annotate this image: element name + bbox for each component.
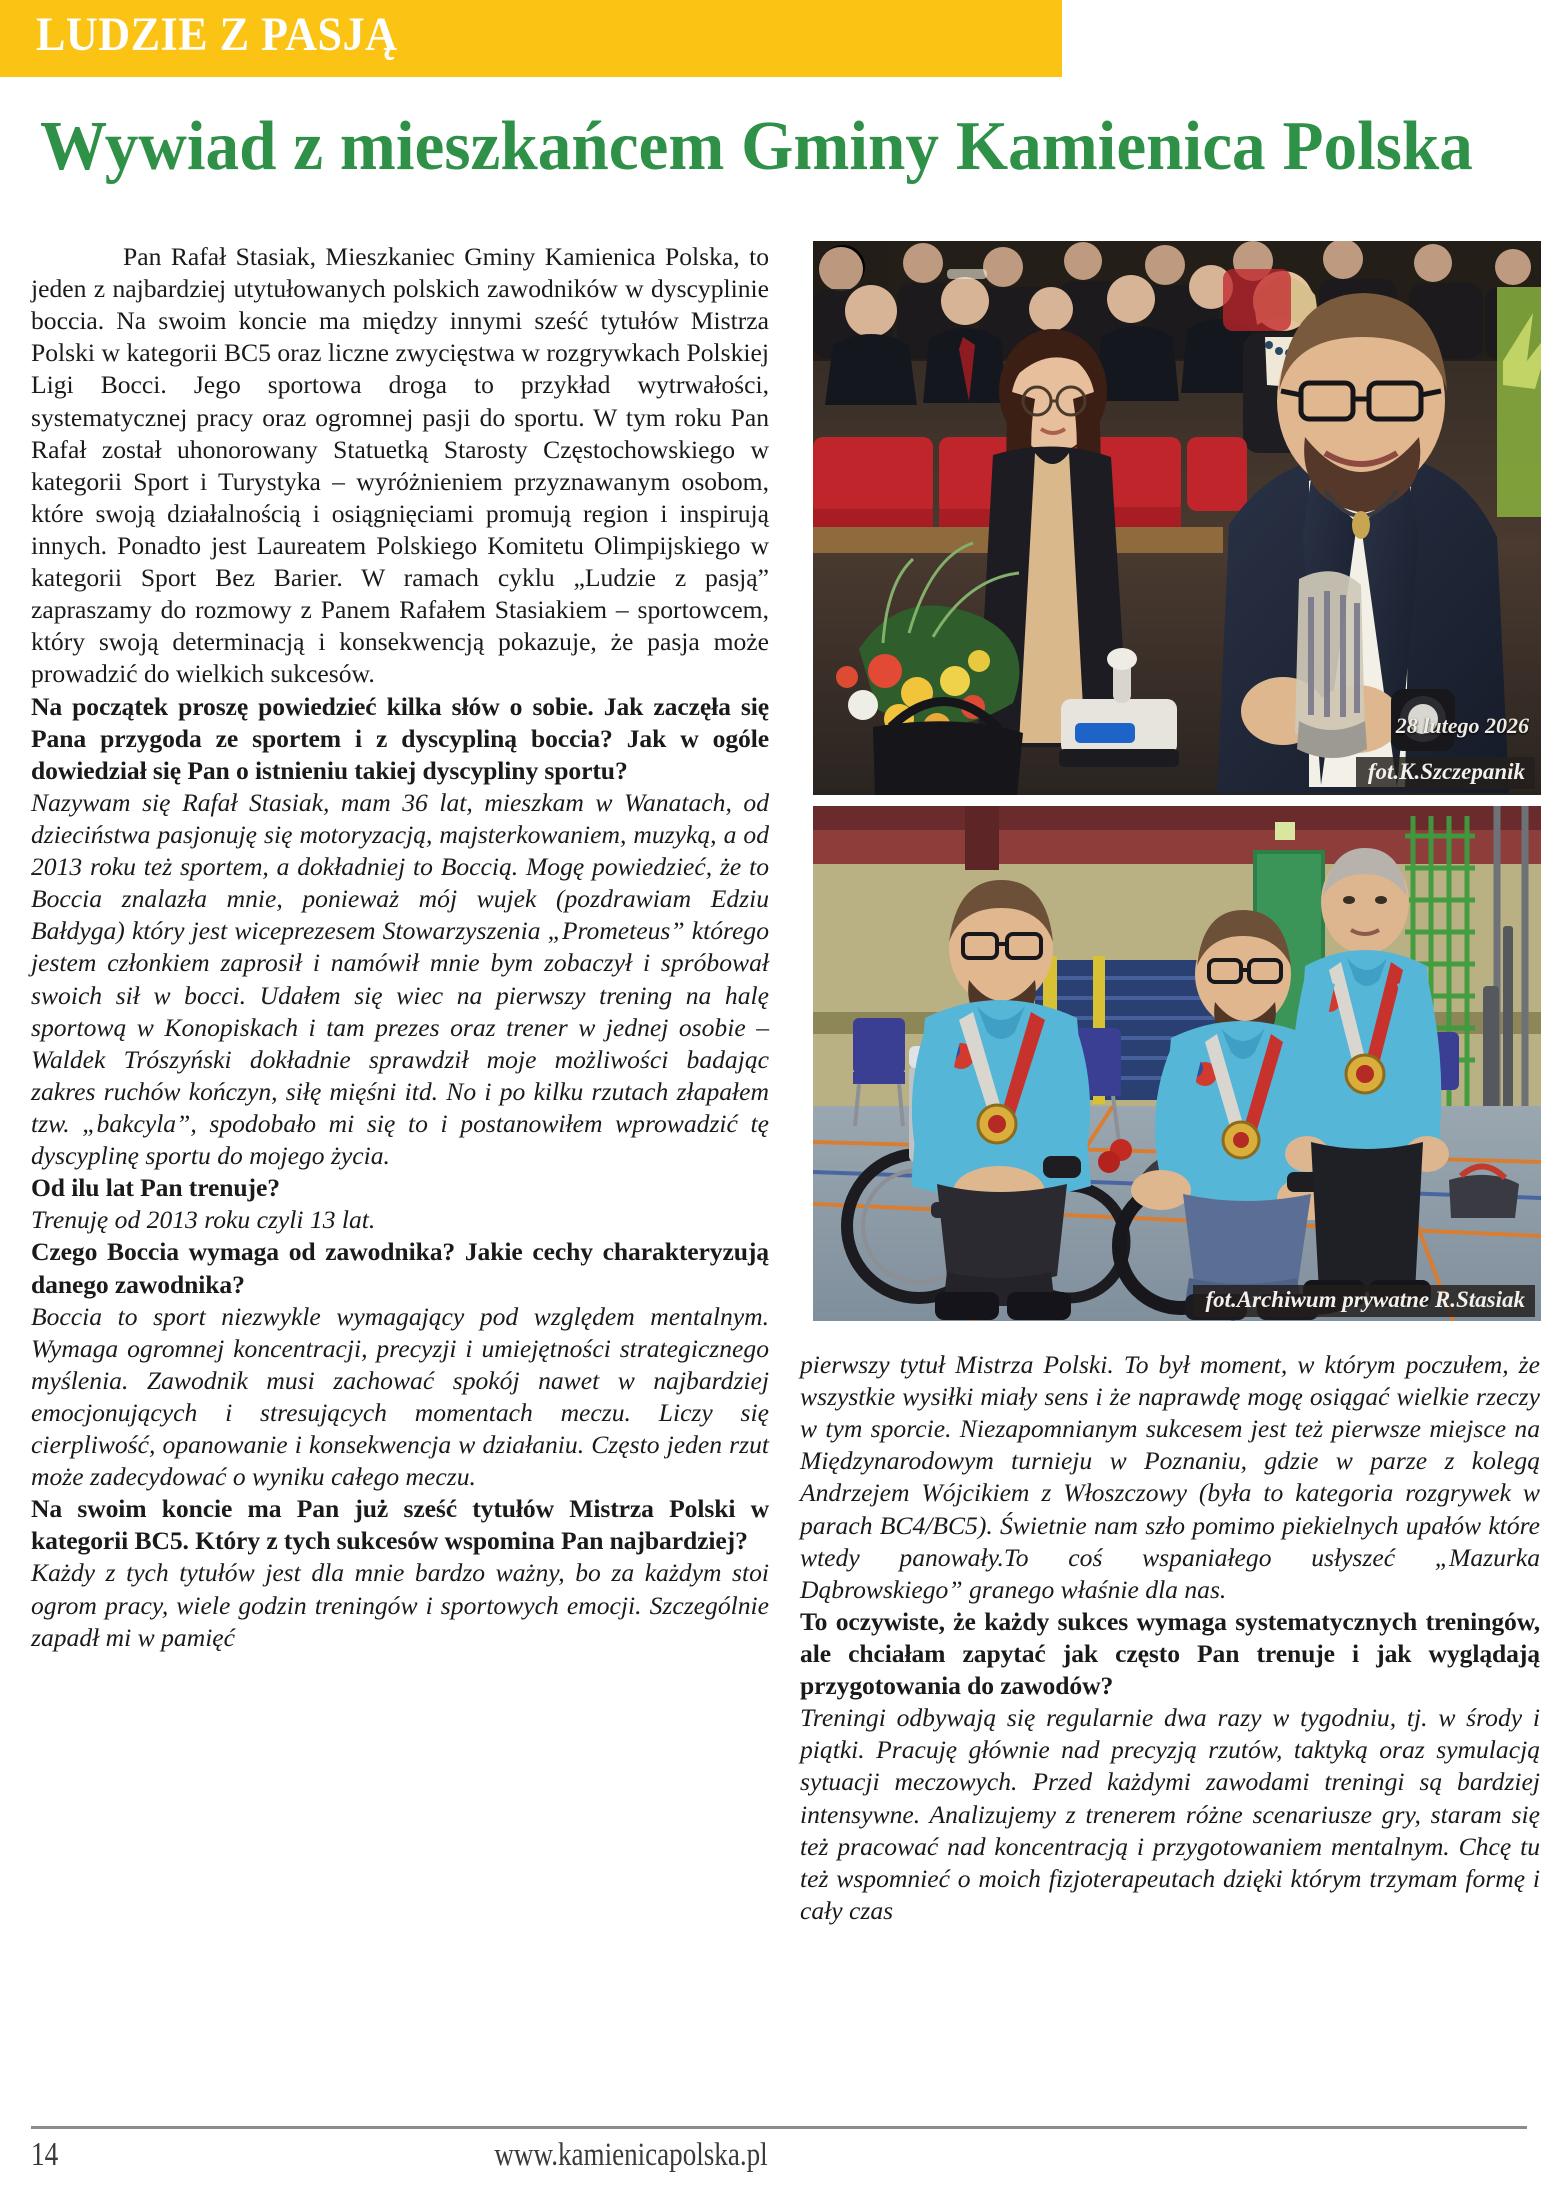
answer-4: Każdy z tych tytułów jest dla mnie bardzo ważny, bo za każdym stoi ogrom pracy, wiele godzin treningów i sportowych emocji. Szczególnie zapadł mi w pamięć	[31, 1558, 769, 1652]
photo-date-overlay: 28 lutego 2026	[1395, 713, 1529, 738]
question-2: Od ilu lat Pan trenuje?	[31, 1173, 280, 1203]
award-ceremony-photo	[813, 241, 1541, 795]
footer-website: www.kamienicapolska.pl	[494, 2137, 768, 2173]
answer-3: Boccia to sport niezwykle wymagający pod względem mentalnym. Wymaga ogromnej koncentracji, precyzji i umiejętności strategicznego myślenia. Zawodnik musi zachować spokój nawet w najbardziej emocjonujących i stresujących momentach meczu. Liczy się cierpliwość, opanowanie i konsekwencja w działaniu. Często jeden rzut może zadecydować o wyniku całego meczu.	[31, 1301, 769, 1492]
answer-5: Treningi odbywają się regularnie dwa razy w tygodniu, tj. w środy i piątki. Pracuję głównie nad precyzją rzutów, taktyką oraz symulacją sytuacji meczowych. Przed każdymi zawodami treningi są bardziej intensywne. Analizujemy z trenerem różne scenariusze gry, staram się też pracować nad koncentracją i przygotowaniem mentalnym. Chcę tu też wspomnieć o moich fizjoterapeutach dzięki którym trzymam formę i cały czas	[800, 1703, 1540, 1925]
article-column-left	[31, 241, 769, 1654]
question-3: Czego Boccia wymaga od zawodnika? Jakie cechy charakteryzują danego zawodnika?	[31, 1237, 769, 1299]
answer-1: Nazywam się Rafał Stasiak, mam 36 lat, mieszkam w Wanatach, od dzieciństwa pasjonuję się motoryzacją, majsterkowaniem, muzyką, a od 2013 roku też sportem, a dokładniej to Boccią. Mogę powiedzieć, że to Boccia znalazła mnie, ponieważ mój wujek (pozdrawiam Edziu Bałdyga) który jest wiceprezesem Stowarzyszenia „Prometeus” którego jestem członkiem zaprosił i namówił mnie bym zobaczył i spróbował swoich sił w bocci. Udałem się wiec na pierwszy trening na halę sportową w Konopiskach i tam prezes oraz trener w jednej osobie – Waldek Trószyński dokładnie sprawdził moje możliwości badając zakres ruchów kończyn, siłę mięśni itd. No i po kilku rzutach złapałem tzw. „bakcyla”, spodobało mi się to i postanowiłem wprowadzić tę dyscyplinę sportu do mojego życia.	[31, 787, 769, 1171]
photo-credit-1: fot.K.Szczepanik	[1356, 757, 1535, 789]
answer-2: Trenuję od 2013 roku czyli 13 lat.	[31, 1205, 376, 1235]
page-number: 14	[31, 2136, 59, 2173]
award-ceremony-illustration	[813, 241, 1541, 795]
answer-4-continued: pierwszy tytuł Mistrza Polski. To był moment, w którym poczułem, że wszystkie wysiłki miały sens i że naprawdę mogę osiągać wielkie rzeczy w tym sporcie. Niezapomnianym sukcesem jest też pierwsze miejsce na Międzynarodowym turnieju w Poznaniu, gdzie w parze z kolegą Andrzejem Wójcikiem z Włoszczowy (była to kategoria rozgrywek w parach BC4/BC5). Świetnie nam szło pomimo piekielnych upałów które wtedy panowały.To coś wspaniałego usłyszeć „Mazurka Dąbrowskiego” granego właśnie dla nas.	[800, 1350, 1540, 1604]
footer-divider	[31, 2126, 1527, 2129]
page-footer	[31, 2133, 1527, 2177]
section-banner-label: LUDZIE Z PASJĄ	[36, 8, 398, 61]
question-5: To oczywiste, że każdy sukces wymaga systematycznych treningów, ale chciałam zapytać jak często Pan trenuje i jak wyglądają przygotowania do zawodów?	[800, 1606, 1540, 1701]
article-column-right	[800, 1349, 1540, 1927]
page-title: Wywiad z mieszkańcem Gminy Kamienica Polska	[40, 108, 1473, 185]
photo-credit-2: fot.Archiwum prywatne R.Stasiak	[1193, 1285, 1535, 1317]
question-1: Na początek proszę powiedzieć kilka słów o sobie. Jak zaczęła się Pana przygoda ze sportem i z dyscypliną boccia? Jak w ogóle dowiedział się Pan o istnieniu takiej dyscypliny sportu?	[31, 691, 769, 785]
question-4: Na swoim koncie ma Pan już sześć tytułów Mistrza Polski w kategorii BC5. Który z tych sukcesów wspomina Pan najbardziej?	[31, 1494, 769, 1556]
section-banner	[0, 0, 1062, 77]
boccia-team-illustration	[813, 806, 1541, 1321]
intro-paragraph: Pan Rafał Stasiak, Mieszkaniec Gminy Kamienica Polska, to jeden z najbardziej utytułowanych polskich zawodników w dyscyplinie boccia. Na swoim koncie ma między innymi sześć tytułów Mistrza Polski w kategorii BC5 oraz liczne zwycięstwa w rozgrywkach Polskiej Ligi Bocci. Jego sportowa droga to przykład wytrwałości, systematycznej pracy oraz ogromnej pasji do sportu. W tym roku Pan Rafał został uhonorowany Statuetką Starosty Częstochowskiego w kategorii Sport i Turystyka – wyróżnieniem przyznawanym osobom, które swoją działalnością i osiągnięciami promują region i inspirują innych. Ponadto jest Laureatem Polskiego Komitetu Olimpijskiego w kategorii Sport Bez Barier. W ramach cyklu „Ludzie z pasją” zapraszamy do rozmowy z Panem Rafałem Stasiakiem – sportowcem, który swoją determinacją i konsekwencją pokazuje, że pasja może prowadzić do wielkich sukcesów.	[31, 242, 769, 689]
boccia-team-medals-photo	[813, 806, 1541, 1321]
